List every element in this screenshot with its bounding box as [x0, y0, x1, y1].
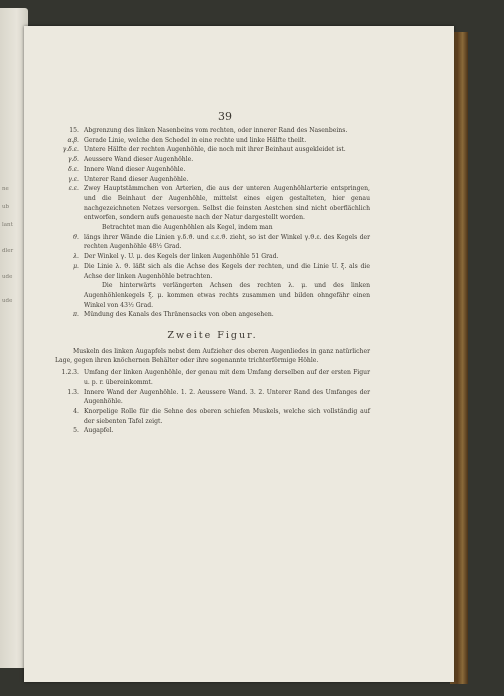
- item-label: γ.δ.ε.: [62, 146, 79, 154]
- prev-page-fragment: ude: [2, 298, 13, 304]
- item-text: Zwey Hauptstämmchen von Arterien, die aus der unteren Augenhöhlarterie entspringen, und die Beinhaut der Augenhöhle, mittelst eines eigen gestalteten, hier genau nachgezeichneten Netzes versorgen. Selbst die feinsten Aestchen sind nicht oberflächlich entworfen, sondern aufs genaueste nach der Natur dargestellt worden.: [84, 185, 370, 222]
- page-text: [55, 126, 370, 436]
- item-text: Abgrenzung des linken Nasenbeins vom rechten, oder innerer Rand des Nasenbeins.: [84, 127, 348, 134]
- legend-item: [55, 426, 370, 436]
- item-label: γ.δ.: [67, 156, 79, 164]
- legend-item: [55, 310, 370, 320]
- item-label: π.: [73, 311, 79, 319]
- item-label: 5.: [73, 427, 79, 435]
- legend-item: [55, 388, 370, 407]
- item-text: Knorpelige Rolle für die Sehne des oberen schiefen Muskels, welche sich vollständig auf der siebenten Tafel zeigt.: [84, 407, 370, 425]
- item-label: α.β.: [67, 136, 79, 144]
- legend-item: [55, 175, 370, 185]
- prev-page-fragment: ub: [2, 204, 10, 210]
- legend-item: [55, 252, 370, 262]
- item-text: Die Linie λ. ϑ. läßt sich als die Achse des Kegels der rechten, und die Linie U. ξ. als die Achse der linken Augenhöhle betrachten.: [84, 262, 370, 280]
- item-label: ϑ.: [72, 233, 79, 241]
- item-label: γ.ε.: [68, 175, 79, 183]
- legend-item: [55, 368, 370, 387]
- item-text: Der Winkel γ. U. μ. des Kegels der linken Augenhöhle 51 Grad.: [84, 253, 279, 261]
- item-text: Umfang der linken Augenhöhle, der genau mit dem Umfang derselben auf der ersten Figur u. p. r. übereinkommt.: [84, 369, 370, 386]
- legend-item: [55, 184, 370, 223]
- item-text: Mündung des Kanals des Thränensacks von oben angesehen.: [84, 311, 274, 319]
- item-text: Augapfel.: [84, 427, 114, 435]
- prev-page-fragment: ude: [2, 274, 13, 280]
- legend-item: [55, 126, 370, 136]
- section-heading: Zweite Figur.: [167, 330, 258, 342]
- item-label: ε.ε.: [68, 185, 79, 193]
- page-number: 39: [218, 110, 232, 123]
- item-text: längs ihrer Wände die Linien γ.δ.ϑ. und ε.ε.ϑ. zieht, so ist der Winkel γ.ϑ.ε. des Kegels der rechten Augenhöhle 48½ Grad.: [84, 233, 370, 251]
- paragraph: Muskeln des linken Augapfels nebst dem Aufzieher des oberen Augenliedes in ganz natürlicher Lage, gegen ihren knöchernen Behälter oder ihre sogenannte trichterförmige Höhle.: [55, 347, 370, 365]
- legend-item: [55, 407, 370, 426]
- item-text: Untere Hälfte der rechten Augenhöhle, die noch mit ihrer Beinhaut ausgekleidet ist.: [84, 146, 346, 154]
- item-label: 4.: [73, 407, 79, 415]
- paragraph: Betrachtet man die Augenhöhlen als Kegel, indem man: [102, 224, 273, 232]
- prev-page-fragment: dler: [2, 248, 14, 254]
- item-text: Unterer Rand dieser Augenhöhle.: [84, 175, 189, 183]
- prev-page-fragment: ne: [2, 186, 9, 192]
- legend-item: [55, 155, 370, 165]
- item-label: μ.: [73, 262, 79, 270]
- legend-item: [55, 165, 370, 175]
- legend-item: [55, 145, 370, 155]
- legend-item: [55, 233, 370, 252]
- legend-item: [55, 262, 370, 281]
- prev-page-fragment: lant: [2, 222, 13, 228]
- item-text: Gerade Linie, welche den Schedel in eine rechte und linke Hälfte theilt.: [84, 136, 307, 144]
- paragraph: Die hinterwärts verlängerten Achsen des rechten λ. μ. und des linken Augenhöhlenkegels ξ. μ. kommen etwas rechts zusammen und bilden ohngefähr einen Winkel von 43½ Grad.: [84, 282, 370, 309]
- item-text: Innere Wand dieser Augenhöhle.: [84, 165, 186, 173]
- item-text: Aeussere Wand dieser Augenhöhle.: [84, 156, 194, 164]
- item-label: 15.: [69, 127, 79, 134]
- item-label: 1.3.: [67, 388, 79, 396]
- item-text: Innere Wand der Augenhöhle. 1. 2. Aeussere Wand. 3. 2. Unterer Rand des Umfanges der Augenhöhle.: [84, 388, 370, 406]
- legend-item: [55, 136, 370, 146]
- item-label: λ.: [73, 253, 79, 261]
- item-label: 1.2.3.: [61, 369, 79, 377]
- item-label: δ.ε.: [68, 165, 79, 173]
